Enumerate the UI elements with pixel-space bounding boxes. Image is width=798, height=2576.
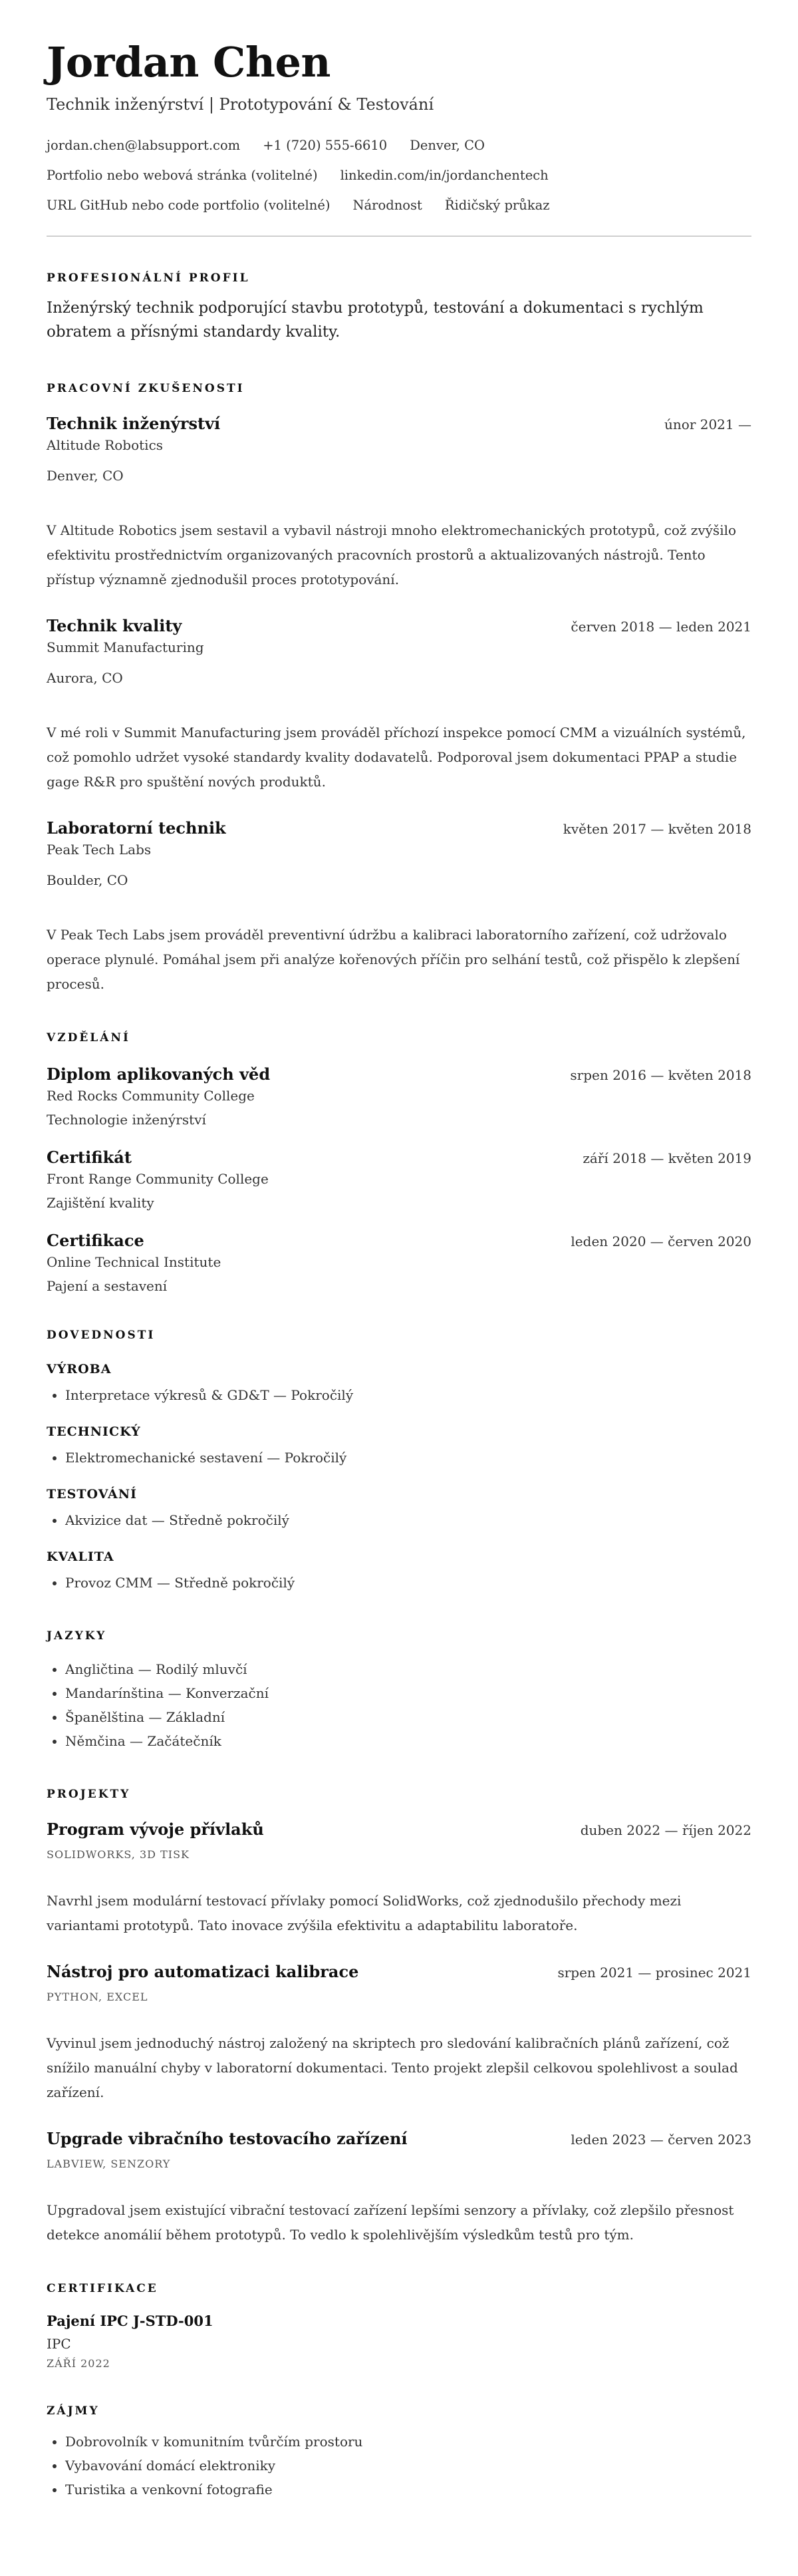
certifications-section-title: CERTIFIKACE (47, 2281, 158, 2295)
profile-section-title: PROFESIONÁLNÍ PROFIL (47, 271, 250, 285)
language-item: • Angličtina — Rodilý mluvčí (65, 1657, 751, 1681)
skill-item: • Provoz CMM — Středně pokročilý (65, 1571, 751, 1595)
experience-date: červen 2018 — leden 2021 (571, 618, 751, 635)
interest-item: • Vybavování domácí elektroniky (65, 2454, 751, 2478)
experience-date: květen 2017 — květen 2018 (563, 820, 751, 837)
skill-item: • Akvizice dat — Středně pokročilý (65, 1508, 751, 1532)
project-item (47, 1820, 751, 1938)
skill-item: • Elektromechanické sestavení — Pokročilý (65, 1446, 751, 1470)
candidate-name: Jordan Chen (47, 38, 331, 86)
languages-section-title: JAZYKY (47, 1629, 107, 1643)
experience-company: Peak Tech Labs (47, 841, 152, 858)
contact-nationality: Národnost (352, 198, 422, 214)
skill-category: TECHNICKÝ (47, 1424, 141, 1439)
education-field: Pajení a sestavení (47, 1277, 168, 1294)
project-date: leden 2023 — červen 2023 (571, 2131, 751, 2148)
education-item (47, 1064, 751, 1128)
education-degree: Certifikát (47, 1147, 132, 1167)
profile-text: Inženýrský technik podporující stavbu prototypů, testování a dokumentaci s rychlým obratem a přísnými standardy kvality. (47, 299, 704, 341)
education-section-title: VZDĚLÁNÍ (47, 1031, 130, 1045)
skill-category: KVALITA (47, 1549, 114, 1564)
project-tech: PYTHON, EXCEL (47, 1990, 148, 2003)
contact-github[interactable]: URL GitHub nebo code portfolio (volitelné) (47, 198, 331, 214)
experience-location: Aurora, CO (47, 669, 123, 686)
contact-phone[interactable]: +1 (720) 555-6610 (263, 138, 388, 154)
header-divider (47, 236, 751, 237)
experience-item (47, 616, 751, 794)
contact-row-extra (47, 198, 751, 213)
project-name: Upgrade vibračního testovacího zařízení (47, 2128, 408, 2148)
contact-license: Řidičský průkaz (444, 198, 550, 214)
candidate-subtitle: Technik inženýrství | Prototypování & Testování (47, 95, 434, 114)
projects-list (47, 1820, 751, 2247)
skill-group (47, 1487, 751, 1532)
interests-section-title: ZÁJMY (47, 2404, 100, 2418)
experience-company: Summit Manufacturing (47, 639, 204, 655)
experience-date: únor 2021 — (664, 416, 751, 432)
education-degree: Certifikace (47, 1230, 144, 1250)
project-name: Nástroj pro automatizaci kalibrace (47, 1961, 359, 1981)
experience-location: Boulder, CO (47, 872, 128, 888)
education-date: září 2018 — květen 2019 (583, 1150, 751, 1166)
education-list (47, 1064, 751, 1294)
contact-row-links (47, 168, 751, 183)
interest-item: • Turistika a venkovní fotografie (65, 2478, 751, 2501)
experience-section-title: PRACOVNÍ ZKUŠENOSTI (47, 381, 245, 395)
education-date: srpen 2016 — květen 2018 (570, 1066, 751, 1083)
skill-item: • Interpretace výkresů & GD&T — Pokročilý (65, 1383, 751, 1407)
project-tech: LABVIEW, SENZORY (47, 2157, 171, 2170)
experience-list (47, 414, 751, 997)
skills-section-title: DOVEDNOSTI (47, 1328, 156, 1342)
language-item: • Španělština — Základní (65, 1705, 751, 1729)
education-school: Online Technical Institute (47, 1253, 221, 1270)
project-name: Program vývoje přívlaků (47, 1819, 264, 1839)
language-item: • Němčina — Začátečník (65, 1729, 751, 1753)
language-item: • Mandarínština — Konverzační (65, 1681, 751, 1705)
education-field: Technologie inženýrství (47, 1111, 206, 1128)
skills-list (47, 1362, 751, 1595)
contact-portfolio[interactable]: Portfolio nebo webová stránka (volitelné) (47, 168, 318, 184)
certification-item (47, 2313, 751, 2370)
experience-item (47, 414, 751, 592)
skill-category: VÝROBA (47, 1361, 112, 1376)
contact-email[interactable]: jordan.chen@labsupport.com (47, 138, 241, 154)
experience-role: Technik kvality (47, 615, 182, 635)
experience-description: V Altitude Robotics jsem sestavil a vybavil nástroji mnoho elektromechanických prototypů, což zvýšilo efektivitu prostřednictvím organizovaných pracovních prostorů a aktualizovaných nástrojů. Tento přístup významně zjednodušil proces prototypování. (47, 522, 737, 587)
contact-linkedin[interactable]: linkedin.com/in/jordanchentech (340, 168, 549, 184)
experience-company: Altitude Robotics (47, 436, 164, 453)
interests-list (47, 2430, 751, 2501)
education-school: Red Rocks Community College (47, 1087, 255, 1104)
project-tech: SOLIDWORKS, 3D TISK (47, 1848, 190, 1861)
languages-list (47, 1657, 751, 1753)
experience-location: Denver, CO (47, 467, 124, 484)
projects-section-title: PROJEKTY (47, 1787, 131, 1801)
education-item (47, 1231, 751, 1294)
certification-issuer: IPC (47, 2335, 71, 2352)
experience-role: Laboratorní technik (47, 818, 226, 838)
contact-location: Denver, CO (410, 138, 485, 154)
experience-role: Technik inženýrství (47, 413, 221, 433)
interest-item: • Dobrovolník v komunitním tvůrčím prostoru (65, 2430, 751, 2454)
project-description: Upgradoval jsem existující vibrační testovací zařízení lepšími senzory a přívlaky, což zlepšilo přesnost detekce anomálií během prototypů. To vedlo k spolehlivějším výsledkům testů pro tým. (47, 2201, 734, 2243)
project-item (47, 2129, 751, 2247)
experience-description: V mé roli v Summit Manufacturing jsem prováděl příchozí inspekce pomocí CMM a vizuálních systémů, což pomohlo udržet vysoké standardy kvality dodavatelů. Podporoval jsem dokumentaci PPAP a studie gage R&R pro spuštění nových produktů. (47, 724, 746, 790)
certification-name: Pajení IPC J-STD-001 (47, 2312, 213, 2329)
education-degree: Diplom aplikovaných věd (47, 1064, 271, 1084)
project-date: srpen 2021 — prosinec 2021 (557, 1964, 751, 1981)
certification-date: ZÁŘÍ 2022 (47, 2356, 110, 2370)
skill-group (47, 1549, 751, 1595)
project-item (47, 1962, 751, 2105)
experience-item (47, 818, 751, 997)
education-school: Front Range Community College (47, 1170, 269, 1187)
experience-description: V Peak Tech Labs jsem prováděl preventivní údržbu a kalibraci laboratorního zařízení, což udržovalo operace plynulé. Pomáhal jsem při analýze kořenových příčin pro selhání testů, což přispělo k zlepšení procesů. (47, 926, 740, 992)
education-item (47, 1148, 751, 1211)
project-date: duben 2022 — říjen 2022 (580, 1822, 751, 1838)
education-field: Zajištění kvality (47, 1194, 154, 1211)
project-description: Vyvinul jsem jednoduchý nástroj založený na skriptech pro sledování kalibračních plánů zařízení, což snížilo manuální chyby v laboratorní dokumentaci. Tento projekt zlepšil celkovou spolehlivost a soulad zařízení. (47, 2034, 738, 2100)
skill-category: TESTOVÁNÍ (47, 1486, 137, 1502)
contact-row-primary (47, 138, 751, 153)
project-description: Navrhl jsem modulární testovací přívlaky pomocí SolidWorks, což zjednodušilo přechody mezi variantami prototypů. Tato inovace zvýšila efektivitu a adaptabilitu laboratoře. (47, 1892, 682, 1933)
education-date: leden 2020 — červen 2020 (571, 1233, 751, 1249)
skill-group (47, 1424, 751, 1470)
skill-group (47, 1362, 751, 1407)
